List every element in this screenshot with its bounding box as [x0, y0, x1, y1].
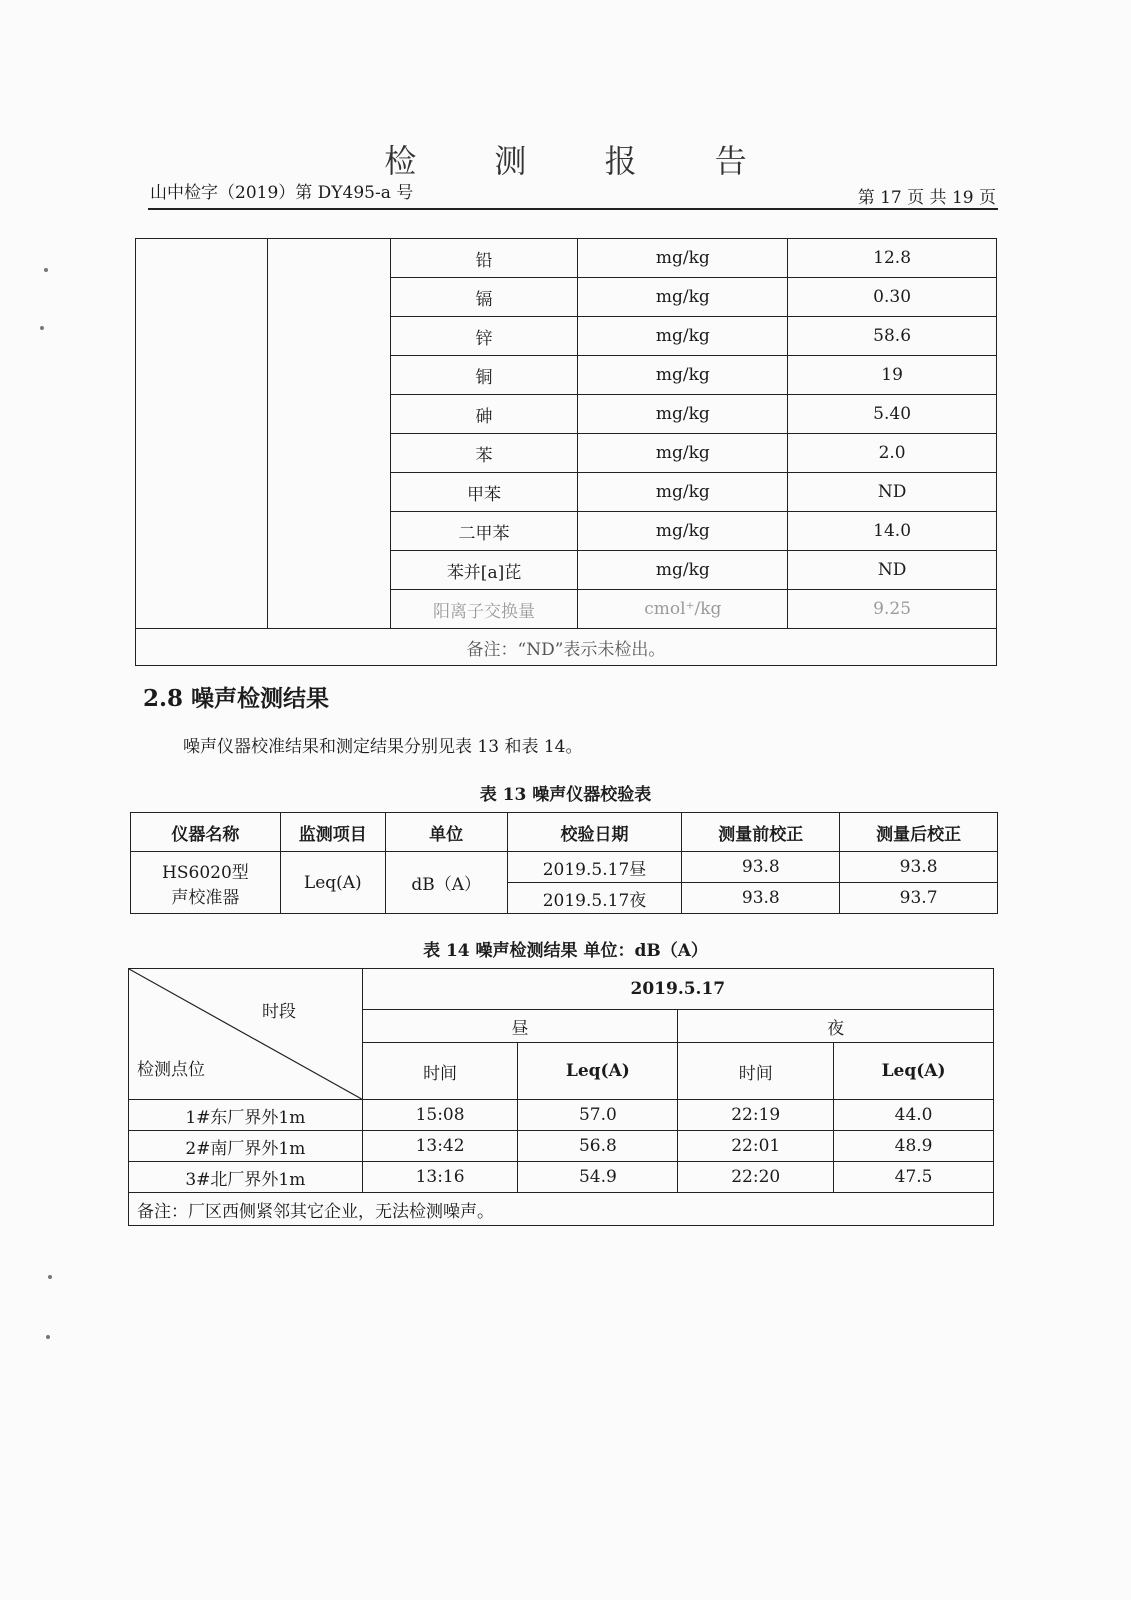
- night-leq-cell: 44.0: [834, 1100, 994, 1131]
- scan-speck: [48, 1275, 52, 1279]
- day-leq-cell: 56.8: [518, 1131, 678, 1162]
- corner-cell: [129, 969, 363, 1100]
- item-cell: 苯并[a]芘: [390, 551, 578, 590]
- day-time-cell: 13:16: [362, 1162, 518, 1193]
- unit-cell: cmol⁺/kg: [578, 590, 788, 629]
- value-cell: 5.40: [788, 395, 997, 434]
- header-cell: 校验日期: [507, 813, 682, 852]
- report-number: 山中检字（2019）第 DY495-a 号: [150, 183, 414, 203]
- before-cell: 93.8: [682, 883, 840, 914]
- instrument-type: 声校准器: [171, 887, 240, 908]
- unit-cell: mg/kg: [578, 551, 788, 590]
- item-cell: 苯: [390, 434, 578, 473]
- unit-cell: mg/kg: [578, 356, 788, 395]
- before-cell: 93.8: [682, 852, 840, 883]
- date-cell: 2019.5.17夜: [507, 883, 682, 914]
- table-row: [129, 1131, 994, 1162]
- day-time-header: 时间: [362, 1043, 518, 1100]
- item-cell: 铜: [390, 356, 578, 395]
- section-paragraph: 噪声仪器校准结果和测定结果分别见表 13 和表 14。: [183, 737, 583, 757]
- value-cell: 2.0: [788, 434, 997, 473]
- table-row: [136, 239, 997, 278]
- night-leq-cell: 47.5: [834, 1162, 994, 1193]
- note-row: [136, 629, 997, 666]
- day-leq-cell: 54.9: [518, 1162, 678, 1193]
- after-cell: 93.8: [840, 852, 998, 883]
- header-divider: [148, 208, 998, 210]
- header-cell: 测量后校正: [840, 813, 998, 852]
- date-cell: 2019.5.17: [362, 969, 993, 1010]
- item-cell: 砷: [390, 395, 578, 434]
- unit-cell: mg/kg: [578, 278, 788, 317]
- merged-point-cell: [267, 239, 390, 629]
- table-row: [129, 1100, 994, 1131]
- table14-caption: 表 14 噪声检测结果 单位：dB（A）: [423, 941, 708, 961]
- night-time-cell: 22:20: [678, 1162, 834, 1193]
- table-row: [131, 852, 998, 883]
- day-time-cell: 15:08: [362, 1100, 518, 1131]
- section-heading: 2.8 噪声检测结果: [143, 685, 330, 712]
- merged-sample-cell: [136, 239, 268, 629]
- unit-cell: dB（A）: [385, 852, 507, 914]
- instrument-name-cell: [131, 852, 281, 914]
- soil-results-table: [135, 238, 997, 666]
- note-row: [129, 1193, 994, 1226]
- item-cell: 铅: [390, 239, 578, 278]
- night-leq-header: Leq(A): [834, 1043, 994, 1100]
- header-cell: 仪器名称: [131, 813, 281, 852]
- night-leq-cell: 48.9: [834, 1131, 994, 1162]
- scan-speck: [44, 268, 48, 272]
- header-cell: 监测项目: [280, 813, 385, 852]
- value-cell: 12.8: [788, 239, 997, 278]
- point-cell: 2#南厂界外1m: [129, 1131, 363, 1162]
- item-cell: 镉: [390, 278, 578, 317]
- instrument-model: HS6020型: [162, 862, 249, 883]
- corner-top-label: 时段: [262, 1002, 296, 1022]
- unit-cell: mg/kg: [578, 239, 788, 278]
- header-cell: 单位: [385, 813, 507, 852]
- item-cell: 甲苯: [390, 473, 578, 512]
- item-cell: 锌: [390, 317, 578, 356]
- day-leq-header: Leq(A): [518, 1043, 678, 1100]
- scan-speck: [46, 1335, 50, 1339]
- item-cell: 阳离子交换量: [390, 590, 578, 629]
- instrument-calibration-table: [130, 812, 998, 914]
- day-time-cell: 13:42: [362, 1131, 518, 1162]
- night-time-cell: 22:19: [678, 1100, 834, 1131]
- scan-speck: [40, 326, 44, 330]
- page-number: 第 17 页 共 19 页: [857, 188, 996, 208]
- monitor-item-cell: Leq(A): [280, 852, 385, 914]
- value-cell: 19: [788, 356, 997, 395]
- day-leq-cell: 57.0: [518, 1100, 678, 1131]
- value-cell: ND: [788, 551, 997, 590]
- item-cell: 二甲苯: [390, 512, 578, 551]
- point-cell: 3#北厂界外1m: [129, 1162, 363, 1193]
- unit-cell: mg/kg: [578, 512, 788, 551]
- date-cell: 2019.5.17昼: [507, 852, 682, 883]
- after-cell: 93.7: [840, 883, 998, 914]
- night-header: 夜: [678, 1010, 994, 1043]
- document-title: 检 测 报 告: [384, 142, 781, 180]
- table-note: 备注：“ND”表示未检出。: [136, 629, 997, 666]
- night-time-cell: 22:01: [678, 1131, 834, 1162]
- table-header-row: [131, 813, 998, 852]
- value-cell: 9.25: [788, 590, 997, 629]
- unit-cell: mg/kg: [578, 395, 788, 434]
- table-note: 备注：厂区西侧紧邻其它企业，无法检测噪声。: [129, 1193, 994, 1226]
- value-cell: 58.6: [788, 317, 997, 356]
- value-cell: ND: [788, 473, 997, 512]
- night-time-header: 时间: [678, 1043, 834, 1100]
- unit-cell: mg/kg: [578, 434, 788, 473]
- point-cell: 1#东厂界外1m: [129, 1100, 363, 1131]
- value-cell: 0.30: [788, 278, 997, 317]
- corner-bottom-label: 检测点位: [137, 1060, 205, 1080]
- unit-cell: mg/kg: [578, 473, 788, 512]
- table-row: [129, 1162, 994, 1193]
- day-header: 昼: [362, 1010, 678, 1043]
- date-row: [129, 969, 994, 1010]
- header-cell: 测量前校正: [682, 813, 840, 852]
- unit-cell: mg/kg: [578, 317, 788, 356]
- value-cell: 14.0: [788, 512, 997, 551]
- table13-caption: 表 13 噪声仪器校验表: [479, 785, 652, 805]
- noise-results-table: [128, 968, 994, 1226]
